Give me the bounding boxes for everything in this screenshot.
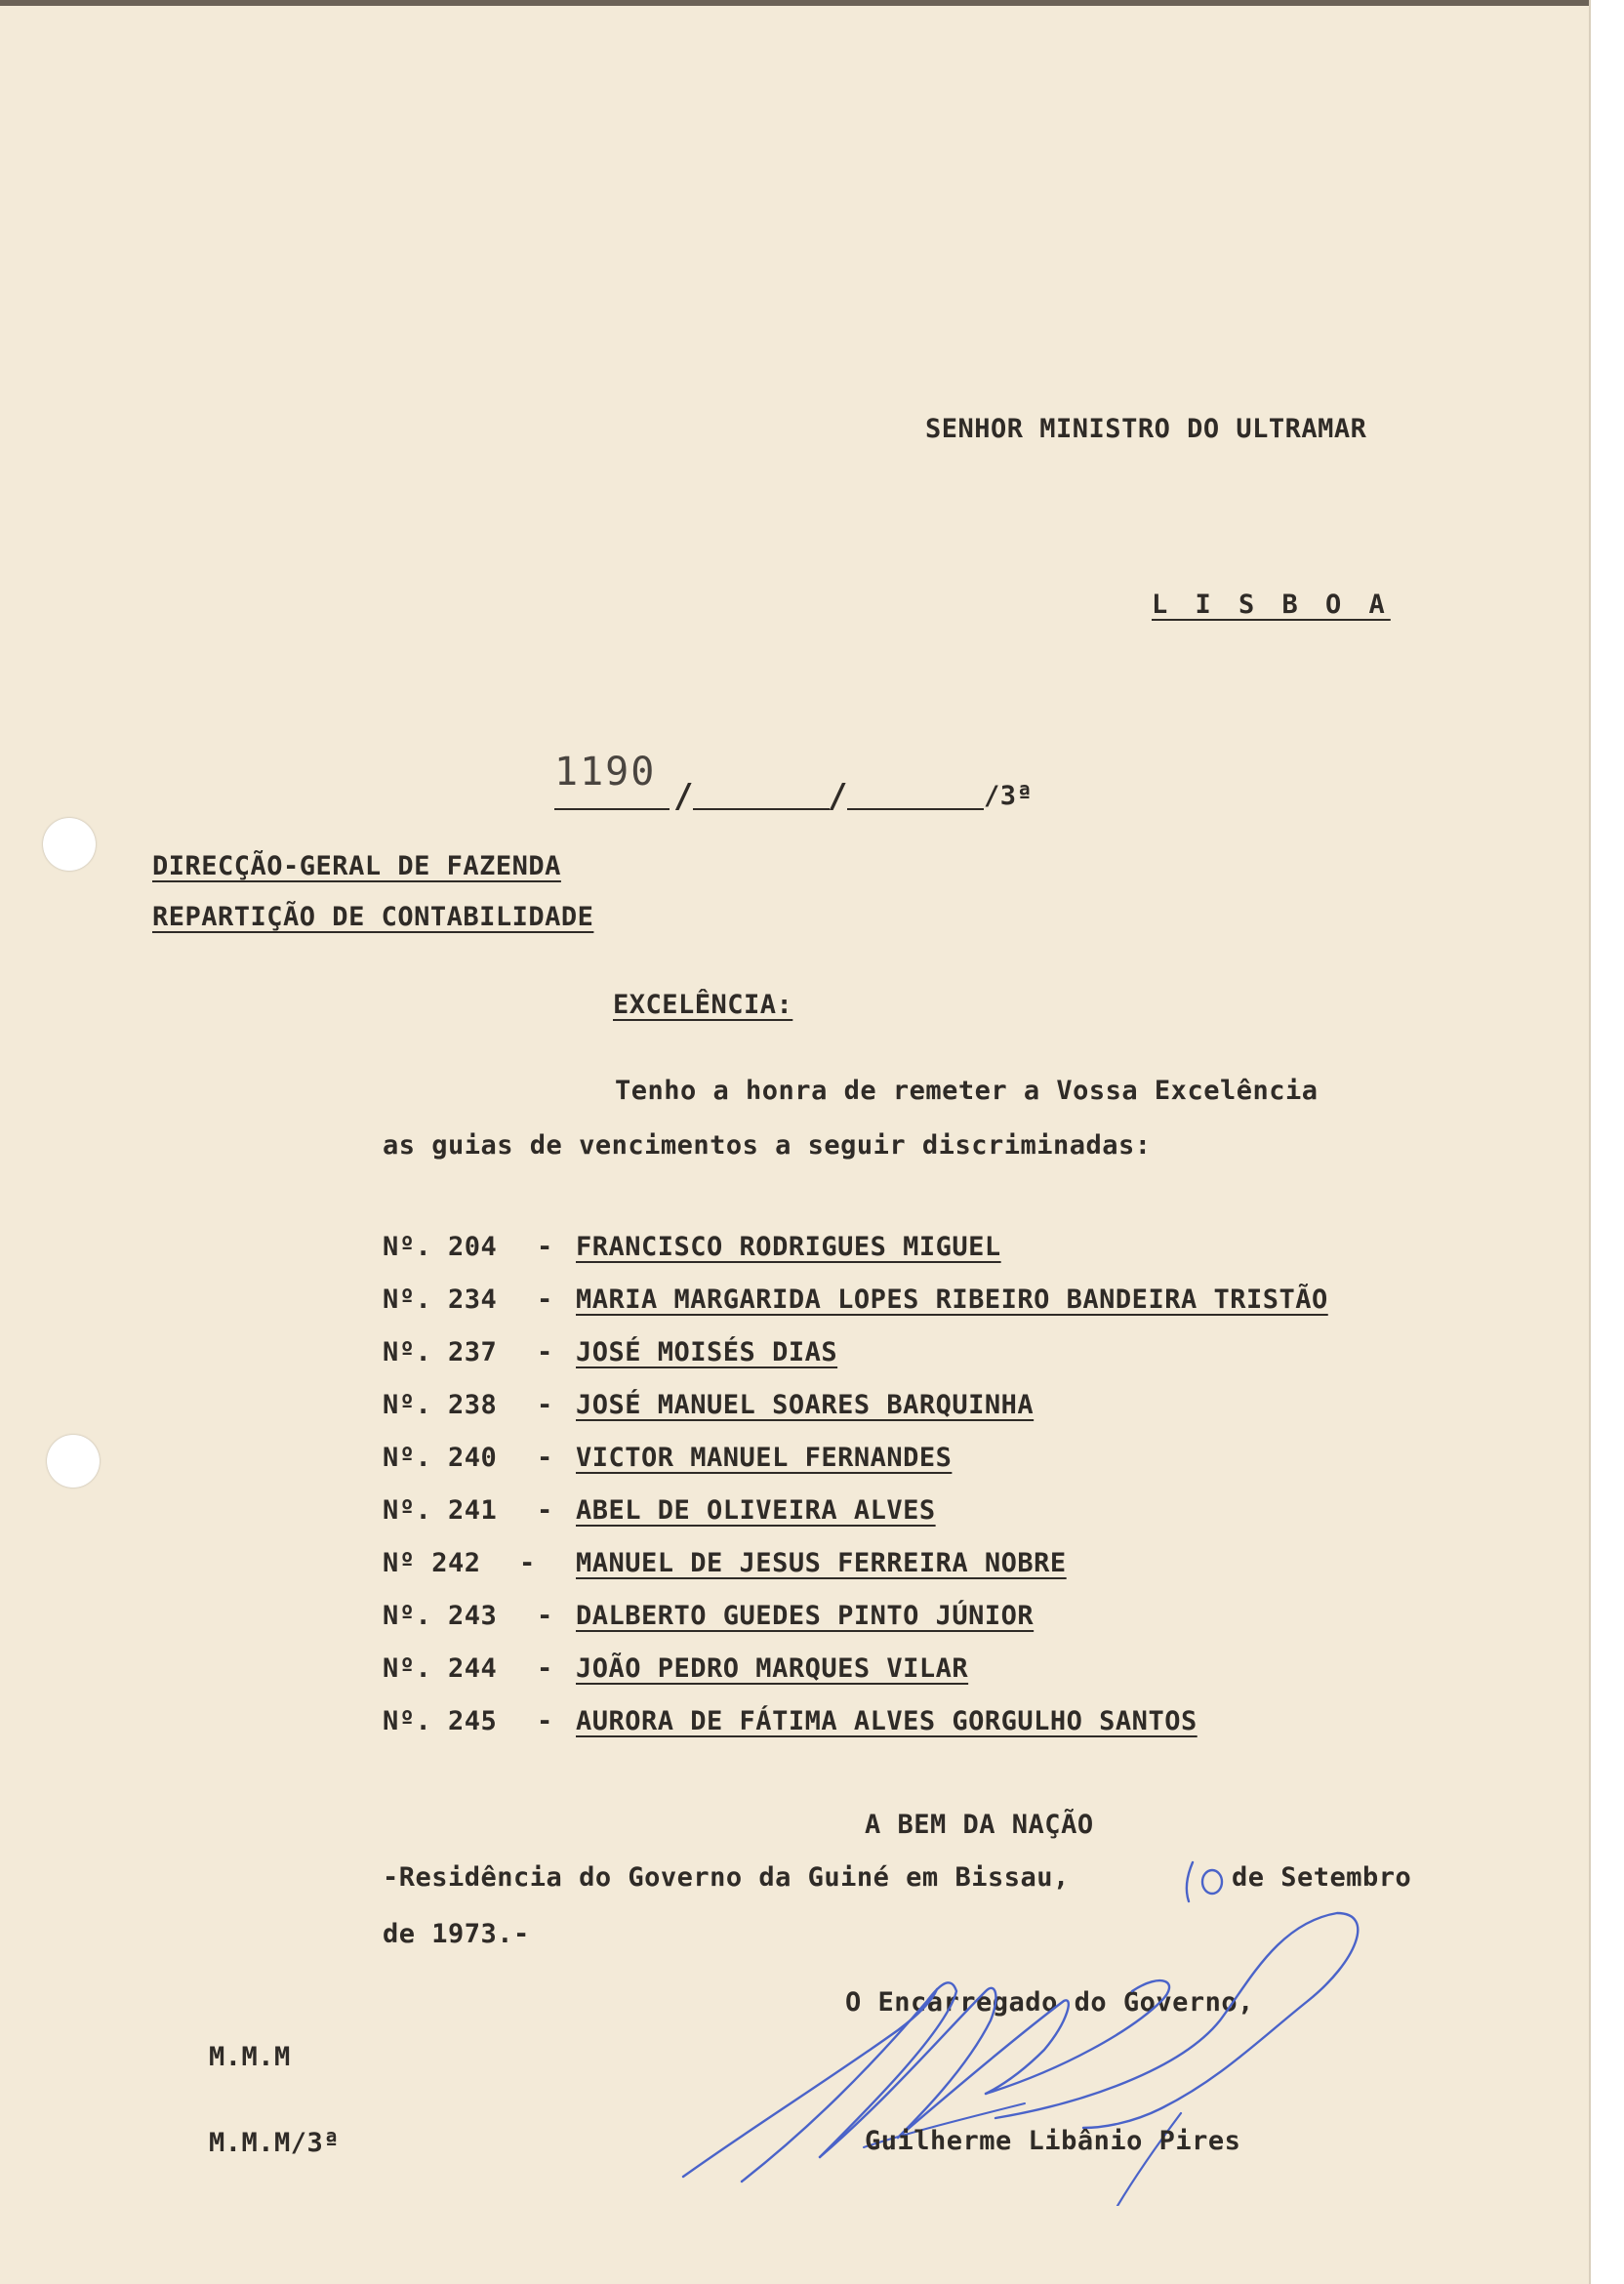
guide-name: JOSÉ MANUEL SOARES BARQUINHA bbox=[576, 1390, 1035, 1420]
reference-slash-2: / bbox=[828, 777, 848, 816]
sender-department: REPARTIÇÃO DE CONTABILIDADE bbox=[152, 902, 594, 932]
guide-number: Nº. 243 bbox=[383, 1601, 498, 1631]
guide-dash: - bbox=[537, 1706, 553, 1736]
reference-suffix: /3ª bbox=[984, 781, 1034, 811]
guide-number: Nº 242 bbox=[383, 1548, 481, 1578]
recipient-city: L I S B O A bbox=[1152, 590, 1391, 620]
signature-mark bbox=[673, 1884, 1376, 2206]
guide-dash: - bbox=[537, 1601, 553, 1631]
guide-row bbox=[383, 1495, 936, 1534]
recipient-line: SENHOR MINISTRO DO ULTRAMAR bbox=[925, 414, 1367, 444]
closing-place-date-part-2: de Setembro bbox=[1232, 1862, 1412, 1893]
guide-number: Nº. 234 bbox=[383, 1285, 498, 1315]
guide-row bbox=[383, 1653, 969, 1693]
reference-blank-2 bbox=[693, 808, 830, 810]
reference-blank-1 bbox=[554, 808, 670, 810]
guide-name: FRANCISCO RODRIGUES MIGUEL bbox=[576, 1232, 1001, 1262]
guide-row bbox=[383, 1706, 1198, 1745]
reference-blank-3 bbox=[847, 808, 984, 810]
signer-title: O Encarregado do Governo, bbox=[845, 1987, 1254, 2018]
guide-number: Nº. 240 bbox=[383, 1443, 498, 1473]
closing-motto: A BEM DA NAÇÃO bbox=[865, 1810, 1094, 1840]
guide-name: JOSÉ MOISÉS DIAS bbox=[576, 1337, 838, 1367]
closing-year: de 1973.- bbox=[383, 1919, 530, 1949]
guide-dash: - bbox=[537, 1390, 553, 1420]
sender-directorate: DIRECÇÃO-GERAL DE FAZENDA bbox=[152, 851, 561, 881]
guide-dash: - bbox=[537, 1495, 553, 1526]
closing-place-date-part-1: -Residência do Governo da Guiné em Bissau, bbox=[383, 1862, 1070, 1893]
guide-dash: - bbox=[537, 1285, 553, 1315]
initials-line-2: M.M.M/3ª bbox=[209, 2128, 341, 2158]
body-paragraph-line-1: Tenho a honra de remeter a Vossa Excelência bbox=[615, 1076, 1319, 1106]
guide-row bbox=[383, 1337, 838, 1376]
guide-dash: - bbox=[519, 1548, 536, 1578]
guide-row bbox=[383, 1548, 1067, 1587]
guide-number: Nº. 237 bbox=[383, 1337, 498, 1367]
guide-number: Nº. 241 bbox=[383, 1495, 498, 1526]
guide-dash: - bbox=[537, 1337, 553, 1367]
reference-slash-1: / bbox=[673, 777, 694, 816]
reference-number: 1190 bbox=[554, 750, 657, 795]
guide-number: Nº. 238 bbox=[383, 1390, 498, 1420]
guide-name: DALBERTO GUEDES PINTO JÚNIOR bbox=[576, 1601, 1035, 1631]
guide-row bbox=[383, 1443, 953, 1482]
guide-row bbox=[383, 1285, 1328, 1324]
guide-dash: - bbox=[537, 1653, 553, 1684]
handwritten-day-value bbox=[1179, 1855, 1180, 1856]
punch-hole-top bbox=[43, 818, 96, 871]
punch-hole-bottom bbox=[47, 1435, 100, 1488]
salutation: EXCELÊNCIA: bbox=[613, 990, 793, 1020]
guide-number: Nº. 204 bbox=[383, 1232, 498, 1262]
guide-number: Nº. 244 bbox=[383, 1653, 498, 1684]
guide-name: MARIA MARGARIDA LOPES RIBEIRO BANDEIRA TRISTÃO bbox=[576, 1285, 1328, 1315]
signer-name: Guilherme Libânio Pires bbox=[865, 2126, 1241, 2156]
guide-name: AURORA DE FÁTIMA ALVES GORGULHO SANTOS bbox=[576, 1706, 1198, 1736]
guide-name: MANUEL DE JESUS FERREIRA NOBRE bbox=[576, 1548, 1067, 1578]
initials-line-1: M.M.M bbox=[209, 2042, 291, 2072]
guide-name: VICTOR MANUEL FERNANDES bbox=[576, 1443, 953, 1473]
guide-name: JOÃO PEDRO MARQUES VILAR bbox=[576, 1653, 969, 1684]
guide-row bbox=[383, 1601, 1035, 1640]
guide-dash: - bbox=[537, 1232, 553, 1262]
guide-row bbox=[383, 1232, 1001, 1271]
guide-number: Nº. 245 bbox=[383, 1706, 498, 1736]
body-paragraph-line-2: as guias de vencimentos a seguir discriminadas: bbox=[383, 1130, 1152, 1161]
guide-row bbox=[383, 1390, 1035, 1429]
guide-dash: - bbox=[537, 1443, 553, 1473]
guide-name: ABEL DE OLIVEIRA ALVES bbox=[576, 1495, 936, 1526]
